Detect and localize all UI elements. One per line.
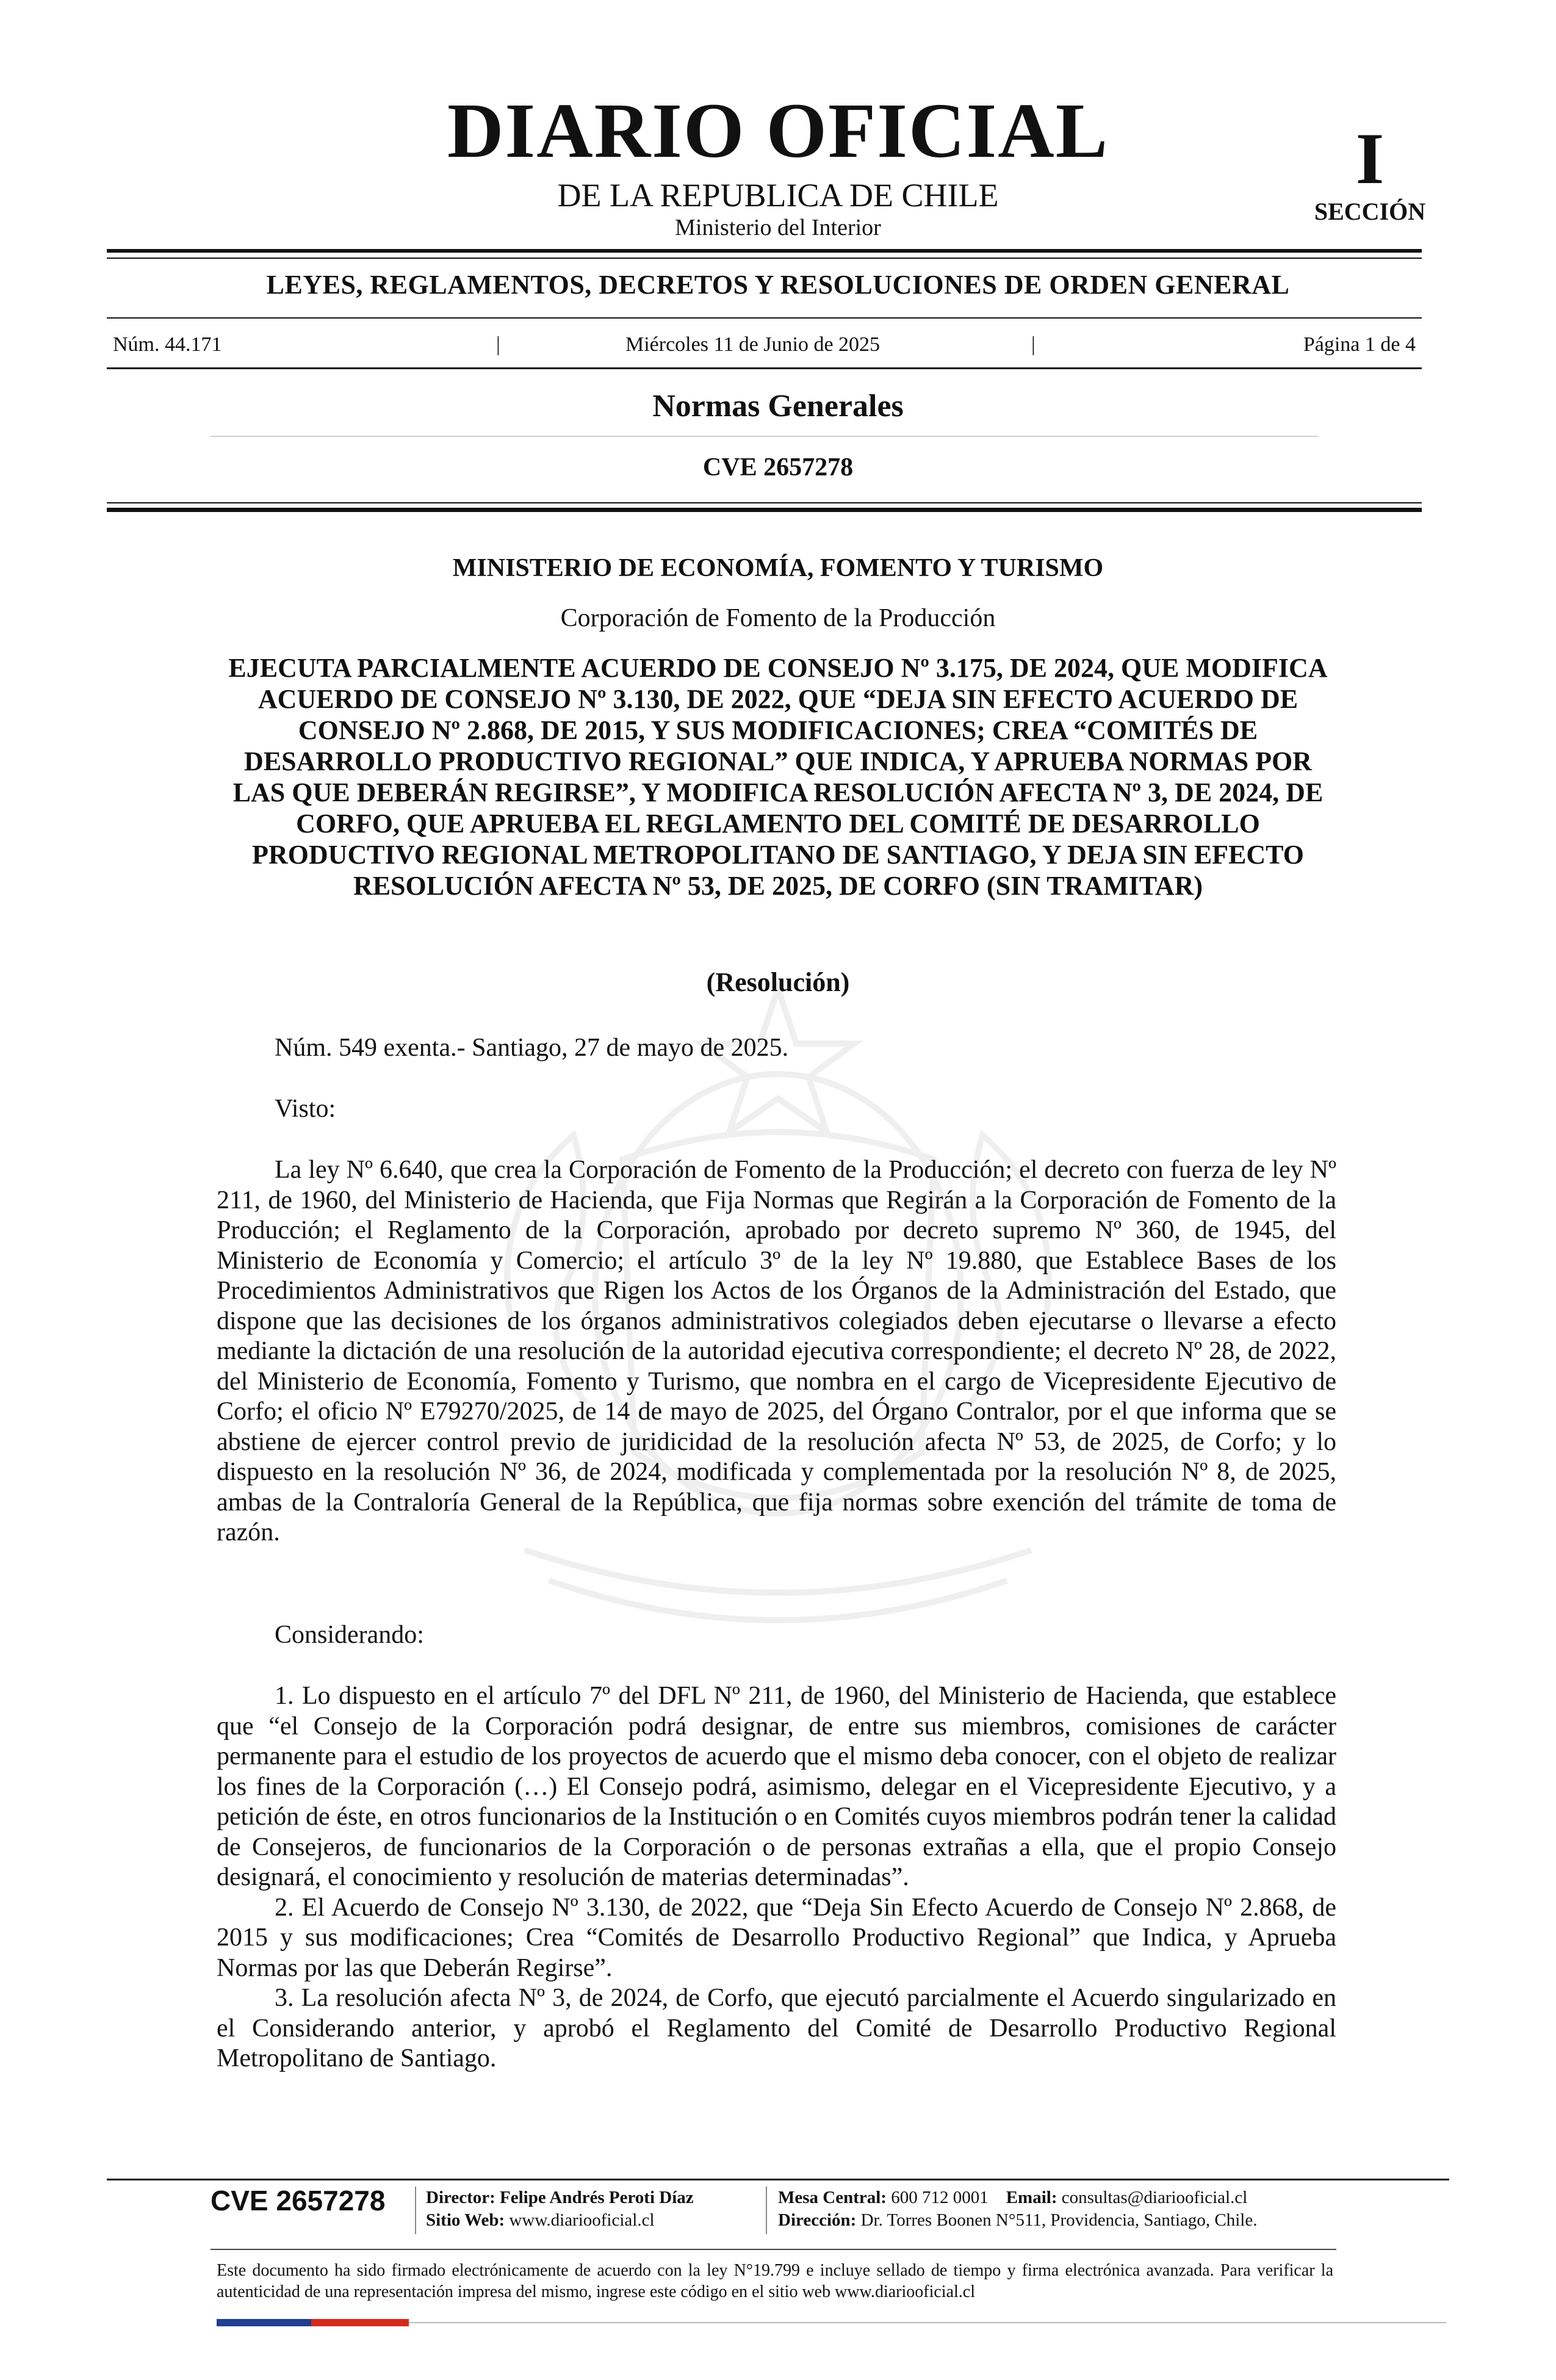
director-name: Felipe Andrés Peroti Díaz xyxy=(500,2188,694,2207)
banner-laws: LEYES, REGLAMENTOS, DECRETOS Y RESOLUCIONES DE ORDEN GENERAL xyxy=(266,270,1290,300)
footer-director-block xyxy=(426,2187,694,2232)
website-label: Sitio Web: xyxy=(426,2210,505,2230)
flag-stripe-blue xyxy=(217,2319,311,2326)
considerando-item: 3. La resolución afecta Nº 3, de 2024, de Corfo, que ejecutó parcialmente el Acuerdo singularizado en el Considerando anterior, y aprobó el Reglamento del Comité de Desarrollo Productivo Regional Metropolitano de Santiago. xyxy=(217,1984,1336,2072)
issue-number: Núm. 44.171 xyxy=(113,333,222,356)
footer-contact-block xyxy=(778,2187,1257,2232)
considerando-heading: Considerando: xyxy=(275,1621,424,1649)
banner-rule xyxy=(107,317,1422,319)
phone-number: 600 712 0001 xyxy=(891,2188,989,2207)
email-label: Email: xyxy=(1006,2188,1057,2207)
phone-label: Mesa Central: xyxy=(778,2188,887,2207)
organism-heading: Corporación de Fomento de la Producción xyxy=(560,604,996,632)
footer-cve-code: CVE 2657278 xyxy=(211,2185,386,2216)
footer-rule-thin xyxy=(211,2249,1336,2250)
address-text: Dr. Torres Boonen N°511, Providencia, Santiago, Chile. xyxy=(860,2210,1258,2230)
document-type: (Resolución) xyxy=(706,967,850,997)
section-divider xyxy=(211,436,1318,437)
masthead-ministry: Ministerio del Interior xyxy=(675,215,881,240)
section-label: SECCIÓN xyxy=(1314,198,1426,225)
info-separator: | xyxy=(1031,333,1036,356)
top-rule-thick xyxy=(107,249,1422,253)
address-label: Dirección: xyxy=(778,2210,857,2230)
flag-stripe-red xyxy=(311,2319,409,2326)
email-link[interactable]: consultas@diariooficial.cl xyxy=(1061,2188,1248,2207)
issue-date: Miércoles 11 de Junio de 2025 xyxy=(625,333,881,356)
footer-divider xyxy=(415,2187,416,2234)
header-rule-thick xyxy=(107,508,1422,512)
footer-divider xyxy=(766,2187,767,2234)
cve-code: CVE 2657278 xyxy=(702,453,854,481)
legal-notice: Este documento ha sido firmado electrónicamente de acuerdo con la ley N°19.799 e incluye sellado de tiempo y firma electrónica avanzada. Para verificar la autenticidad de una representación impresa del mismo, ingrese este código en el sitio web www.diariooficial.cl xyxy=(217,2261,1333,2301)
visto-heading: Visto: xyxy=(275,1095,336,1123)
director-label: Director: xyxy=(426,2188,495,2207)
ministry-heading: MINISTERIO DE ECONOMÍA, FOMENTO Y TURISMO xyxy=(452,554,1104,582)
masthead-subtitle: DE LA REPUBLICA DE CHILE xyxy=(557,177,999,214)
footer-rule xyxy=(107,2179,1449,2180)
top-rule-thin xyxy=(107,258,1422,259)
section-title: Normas Generales xyxy=(652,389,904,424)
considerando-item: 2. El Acuerdo de Consejo Nº 3.130, de 2022, que “Deja Sin Efecto Acuerdo de Consejo Nº 2.868, de 2015 y sus modificaciones; Crea “Comités de Desarrollo Productivo Regional” que Indica, y Aprueba Normas por las que Deberán Regirse”. xyxy=(217,1893,1336,1982)
infobar-rule xyxy=(107,367,1422,369)
resolution-number-line: Núm. 549 exenta.- Santiago, 27 de mayo de 2025. xyxy=(275,1034,789,1062)
masthead-title: DIARIO OFICIAL xyxy=(447,87,1109,174)
website-link[interactable]: www.diariooficial.cl xyxy=(509,2210,655,2230)
flag-stripe-line xyxy=(409,2322,1446,2323)
considerando-list xyxy=(217,1681,1336,2074)
considerando-item: 1. Lo dispuesto en el artículo 7º del DFL Nº 211, de 1960, del Ministerio de Hacienda, que establece que “el Consejo de la Corporación podrá designar, de entre sus miembros, comisiones de carácter permanente para el estudio de los proyectos de acuerdo que el mismo deba conocer, con el objeto de realizar los fines de la Corporación (…) El Consejo podrá, asimismo, delegar en el Vicepresidente Ejecutivo, y a petición de éste, en otros funcionarios de la Institución o en Comités cuyos miembros podrán tener la calidad de Consejeros, de funcionarios de la Corporación o de personas extrañas a ella, que el propio Consejo designará, el conocimiento y resolución de materias determinadas”. xyxy=(217,1682,1336,1891)
header-rule-thin xyxy=(107,502,1422,503)
page-indicator: Página 1 de 4 xyxy=(1303,333,1416,356)
visto-paragraph: La ley Nº 6.640, que crea la Corporación de Fomento de la Producción; el decreto con fuerza de ley Nº 211, de 1960, del Ministerio de Hacienda, que Fija Normas que Regirán a la Corporación de Fomento de la Producción; el Reglamento de la Corporación, aprobado por decreto supremo Nº 360, de 1945, del Ministerio de Economía y Comercio; el artículo 3º de la ley Nº 19.880, que Establece Bases de los Procedimientos Administrativos que Rigen los Actos de los Órganos de la Administración del Estado, que dispone que las decisiones de los órganos administrativos colegiados deben ejecutarse o llevarse a efecto mediante la dictación de una resolución de la autoridad ejecutiva correspondiente; el decreto Nº 28, de 2022, del Ministerio de Economía, Fomento y Turismo, que nombra en el cargo de Vicepresidente Ejecutivo de Corfo; el oficio Nº E79270/2025, de 14 de mayo de 2025, del Órgano Contralor, por el que informa que se abstiene de ejercer control previo de juridicidad de la resolución afecta Nº 53, de 2025, de Corfo; y lo dispuesto en la resolución Nº 36, de 2024, modificada y complementada por la resolución Nº 8, de 2025, ambas de la Contraloría General de la República, que fija normas sobre exención del trámite de toma de razón. xyxy=(217,1156,1336,1546)
info-separator: | xyxy=(496,333,500,356)
section-number: I xyxy=(1355,118,1385,199)
document-title: EJECUTA PARCIALMENTE ACUERDO DE CONSEJO Nº 3.175, DE 2024, QUE MODIFICA ACUERDO DE CONSEJO Nº 3.130, DE 2022, QUE “DEJA SIN EFECTO ACUERDO DE CONSEJO Nº 2.868, DE 2015, Y SUS MODIFICACIONES; CREA “COMITÉS DE DESARROLLO PRODUCTIVO REGIONAL” QUE INDICA, Y APRUEBA NORMAS POR LAS QUE DEBERÁN REGIRSE”, Y MODIFICA RESOLUCIÓN AFECTA Nº 3, DE 2024, DE CORFO, QUE APRUEBA EL REGLAMENTO DEL COMITÉ DE DESARROLLO PRODUCTIVO REGIONAL METROPOLITANO DE SANTIAGO, Y DEJA SIN EFECTO RESOLUCIÓN AFECTA Nº 53, DE 2025, DE CORFO (SIN TRAMITAR) xyxy=(228,653,1328,901)
